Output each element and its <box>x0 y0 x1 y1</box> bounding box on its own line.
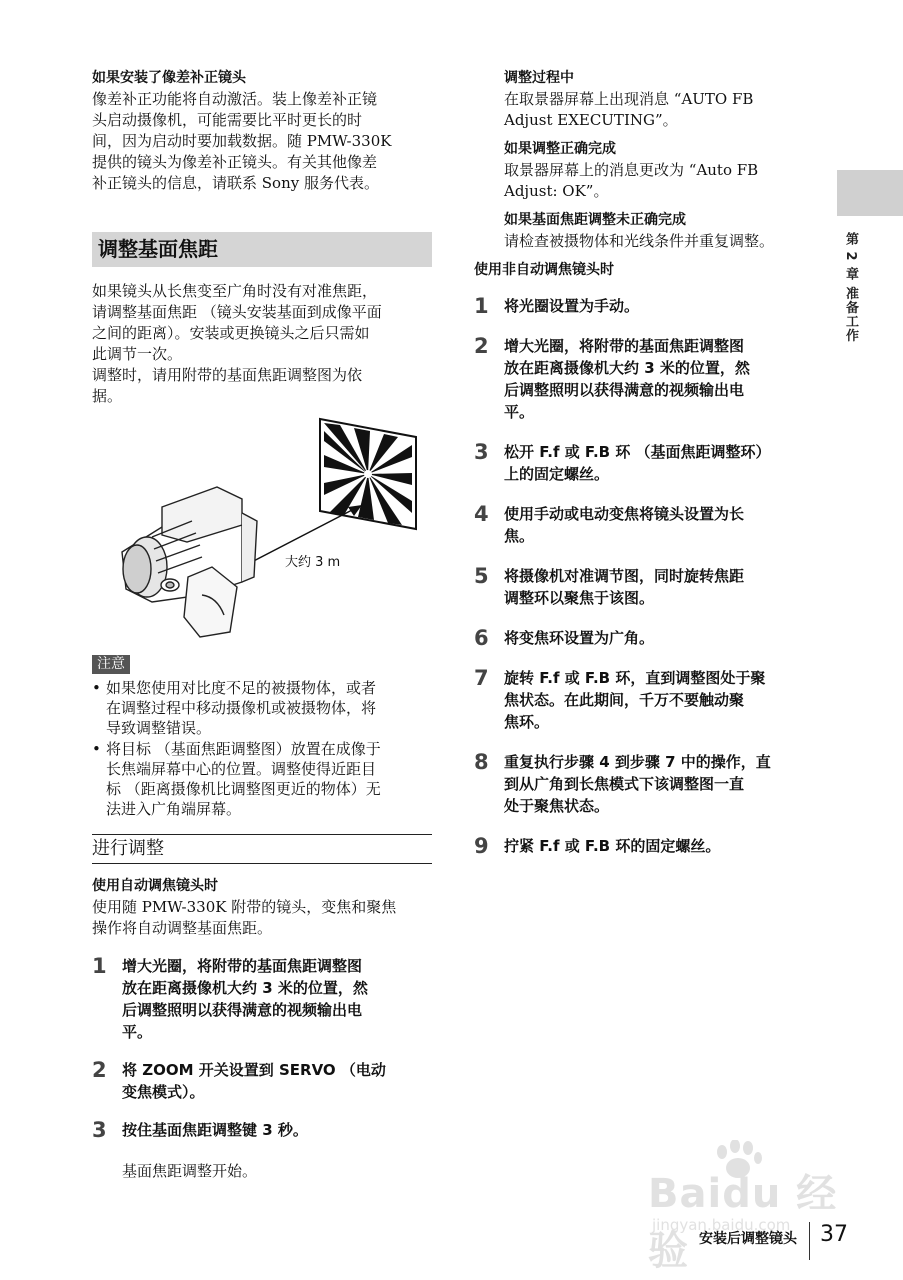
section-title: 调整基面焦距 <box>92 232 432 267</box>
note-item: • 将目标 （基面焦距调整图）放置在成像于 长焦端屏幕中心的位置。调整使得近距目 标 （距离摄像机比调整图更近的物体）无 法进入广角端屏幕。 <box>92 739 432 819</box>
step-number: 1 <box>474 294 489 318</box>
manual-lens-heading: 使用非自动调焦镜头时 <box>474 262 614 278</box>
camera-chart-svg <box>92 417 432 645</box>
camera-graphic <box>122 487 257 637</box>
camera-illustration <box>92 417 432 645</box>
focus-chart-graphic <box>320 419 416 529</box>
status-block-ok: 如果调整正确完成 取景器屏幕上的消息更改为 “Auto FB Adjust: OK”。 <box>504 141 759 200</box>
note-item: • 如果您使用对比度不足的被摄物体，或者 在调整过程中移动摄像机或被摄物体，将 导致调整错误。 <box>92 678 432 738</box>
step-number: 5 <box>474 564 489 588</box>
distance-label: 大约 3 m <box>285 555 341 570</box>
right-step-9: 9 拧紧 F.f 或 F.B 环的固定螺丝。 <box>474 834 721 858</box>
status-block-failed: 如果基面焦距调整未正确完成 请检查被摄物体和光线条件并重复调整。 <box>504 212 775 250</box>
left-step-1: 1 增大光圈，将附带的基面焦距调整图 放在距离摄像机大约 3 米的位置，然 后调整照明以获得满意的视频输出电 平。 <box>92 954 368 1041</box>
step-number: 2 <box>92 1058 107 1082</box>
footer-title: 安装后调整镜头 <box>699 1231 797 1247</box>
step-number: 8 <box>474 750 489 774</box>
right-step-6: 6 将变焦环设置为广角。 <box>474 626 655 650</box>
right-step-3: 3 松开 F.f 或 F.B 环 （基面焦距调整环） 上的固定螺丝。 <box>474 440 771 483</box>
step-number: 4 <box>474 502 489 526</box>
aberration-paragraph: 像差补正功能将自动激活。装上像差补正镜 头启动摄像机，可能需要比平时更长的时 间，因为启动时要加载数据。随 PMW-330K 提供的镜头为像差补正镜头。有关其他像差 补正镜头的信息，请联系 Sony 服务代表。 <box>92 90 392 192</box>
watermark-brand: Baidu 经验 <box>648 1171 838 1274</box>
right-column <box>474 68 814 857</box>
left-column: 如果安装了像差补正镜头 像差补正功能将自动激活。装上像差补正镜 头启动摄像机，可能需要比平时更长的时 间，因为启动时要加载数据。随 PMW-330K 提供的镜头为像差补正镜头。有关其他像差 补正镜头的信息，请联系 Sony 服务代表。 调整基面焦距 如果镜头从长焦变至广角时没有对准焦距， 请调整基面焦距 （镜头安装基面到成像平面 之间的距离）。安装或更换镜头之后只需如 此调节一次。 调整时，请用附带的基面焦距调整图为依 据。 大约 3 m 注意 • 如果您使用对比度不足的被摄物体，或者 在调整过程中移动摄像机或被摄物体，将 导致调整错误。 • 将目标 （基面焦距调整图）放置在成像于 长焦端屏幕中心的位置。调整使得近距目 标 （距离摄像机比调整图更近的物体）无 法进入广角端屏幕。 进行调整 使用自动调焦镜头时 使用随 PMW-330K 附带的镜头，变焦和聚焦 操作将自动调整基面焦距。 1 增大光圈，将附带的基面焦距调整图 放在距离摄像机大约 3 米的位置，然 后调整照明以获得满意的视频输出电 平。 2 将 ZOOM 开关设置到 SERVO （电动 变焦模式）。 3 按住基面焦距调整键 3 秒。 基面焦距调整开始。 <box>92 68 432 1182</box>
step3-result: 基面焦距调整开始。 <box>122 1162 258 1180</box>
aberration-heading: 如果安装了像差补正镜头 <box>92 70 246 86</box>
step-number: 3 <box>92 1118 107 1142</box>
status-block-executing: 调整过程中 在取景器屏幕上出现消息 “AUTO FB Adjust EXECUTING”。 <box>504 70 754 129</box>
right-step-1: 1 将光圈设置为手动。 <box>474 294 640 318</box>
step-number: 9 <box>474 834 489 858</box>
page-number: 37 <box>820 1222 848 1247</box>
notes-list <box>92 678 432 819</box>
watermark-url: jingyan.baidu.com <box>652 1216 791 1234</box>
subsection-title: 进行调整 <box>92 834 432 864</box>
right-step-5: 5 将摄像机对准调节图，同时旋转焦距 调整环以聚焦于该图。 <box>474 564 745 607</box>
step-number: 2 <box>474 334 489 358</box>
step-number: 7 <box>474 666 489 690</box>
step-number: 1 <box>92 954 107 978</box>
left-step-2: 2 将 ZOOM 开关设置到 SERVO （电动 变焦模式）。 <box>92 1058 386 1101</box>
footer-divider <box>809 1222 810 1260</box>
step-number: 3 <box>474 440 489 464</box>
step-number: 6 <box>474 626 489 650</box>
auto-lens-heading: 使用自动调焦镜头时 <box>92 878 218 894</box>
chapter-side-label: 第 2 章 准备工作 <box>843 232 858 343</box>
intro-paragraph: 如果镜头从长焦变至广角时没有对准焦距， 请调整基面焦距 （镜头安装基面到成像平面 之间的距离）。安装或更换镜头之后只需如 此调节一次。 调整时，请用附带的基面焦距调整图为依 据。 <box>92 282 382 405</box>
note-label: 注意 <box>92 655 130 674</box>
right-step-4: 4 使用手动或电动变焦将镜头设置为长 焦。 <box>474 502 745 545</box>
chapter-tab-marker <box>837 170 903 216</box>
right-step-8: 8 重复执行步骤 4 到步骤 7 中的操作，直 到从广角到长焦模式下该调整图一直 处于聚焦状态。 <box>474 750 771 815</box>
right-step-7: 7 旋转 F.f 或 F.B 环，直到调整图处于聚 焦状态。在此期间，千万不要触动聚 焦环。 <box>474 666 766 731</box>
right-step-2: 2 增大光圈，将附带的基面焦距调整图 放在距离摄像机大约 3 米的位置，然 后调整照明以获得满意的视频输出电 平。 <box>474 334 750 421</box>
left-step-3: 3 按住基面焦距调整键 3 秒。 <box>92 1118 308 1142</box>
